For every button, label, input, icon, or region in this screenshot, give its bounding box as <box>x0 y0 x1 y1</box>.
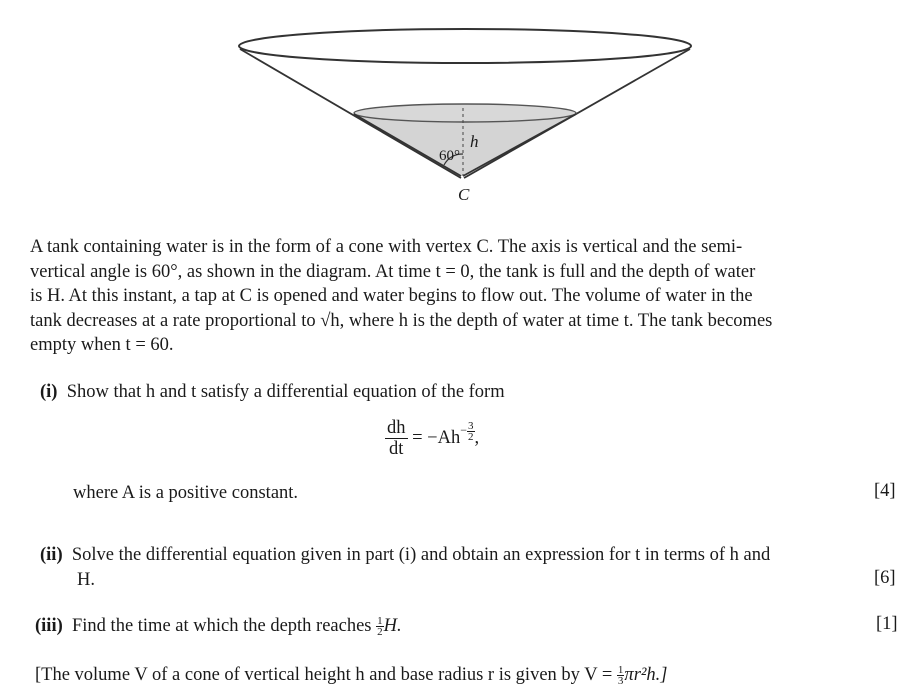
intro-line-1: A tank containing water is in the form of a cone with vertex C. The axis is vertical and the semi- <box>30 237 743 257</box>
part-ii-question <box>40 543 906 592</box>
water-region <box>354 114 576 176</box>
water-surface <box>354 104 576 122</box>
third-num: 1 <box>617 664 624 677</box>
half-fraction <box>376 616 384 637</box>
part-iii-number: (iii) <box>35 616 63 636</box>
eq-exponent <box>460 419 474 443</box>
intro-line-3: is H. At this instant, a tap at C is opened and water begins to flow out. The volume of water in the <box>30 286 753 306</box>
third-den: 3 <box>617 675 624 688</box>
height-label: h <box>470 132 479 151</box>
part-i-number: (i) <box>40 382 58 402</box>
part-iii-tail: H. <box>383 616 402 636</box>
part-i-where: where A is a positive constant. <box>73 483 299 503</box>
half-num: 1 <box>377 615 383 628</box>
vertex-label: C <box>458 185 470 204</box>
cone-rim <box>239 29 691 63</box>
intro-line-4: tank decreases at a rate proportional to √h, where h is the depth of water at time t. The tank becomes <box>30 310 773 331</box>
part-i-marks: [4] <box>874 481 896 501</box>
eq-exponent-den: 2 <box>468 430 474 443</box>
eq-rhs: = −Ah <box>412 427 461 448</box>
eq-exponent-num: 3 <box>468 419 474 432</box>
half-den: 2 <box>377 626 383 639</box>
eq-denominator: dt <box>389 439 404 459</box>
eq-exponent-sign: − <box>460 422 468 437</box>
volume-note <box>35 663 668 688</box>
part-iii-marks: [1] <box>876 614 898 634</box>
eq-end: , <box>474 427 480 448</box>
part-ii-marks: [6] <box>874 568 896 588</box>
part-iii-text: Find the time at which the depth reaches <box>72 616 372 636</box>
part-ii-line-2: H. <box>77 569 95 590</box>
part-i-text: Show that h and t satisfy a differential equation of the form <box>66 382 505 402</box>
part-ii-line-1: Solve the differential equation given in part (i) and obtain an expression for t in terms of h and <box>71 545 771 565</box>
note-tail: πr²h.] <box>624 665 668 685</box>
intro-line-2: vertical angle is 60°, as shown in the diagram. At time t = 0, the tank is full and the depth of water <box>30 261 756 282</box>
differential-equation <box>385 418 479 459</box>
part-ii-number: (ii) <box>40 545 63 565</box>
dh-dt-fraction <box>385 418 408 459</box>
eq-numerator: dh <box>387 418 406 438</box>
angle-label: 60° <box>439 148 460 164</box>
note-text: [The volume V of a cone of vertical height h and base radius r is given by V = <box>35 665 613 685</box>
intro-line-5: empty when t = 60. <box>30 335 174 355</box>
intro-paragraph <box>30 235 906 358</box>
cone-diagram <box>230 18 700 213</box>
part-iii-question <box>35 614 402 639</box>
part-i-question <box>40 380 505 405</box>
